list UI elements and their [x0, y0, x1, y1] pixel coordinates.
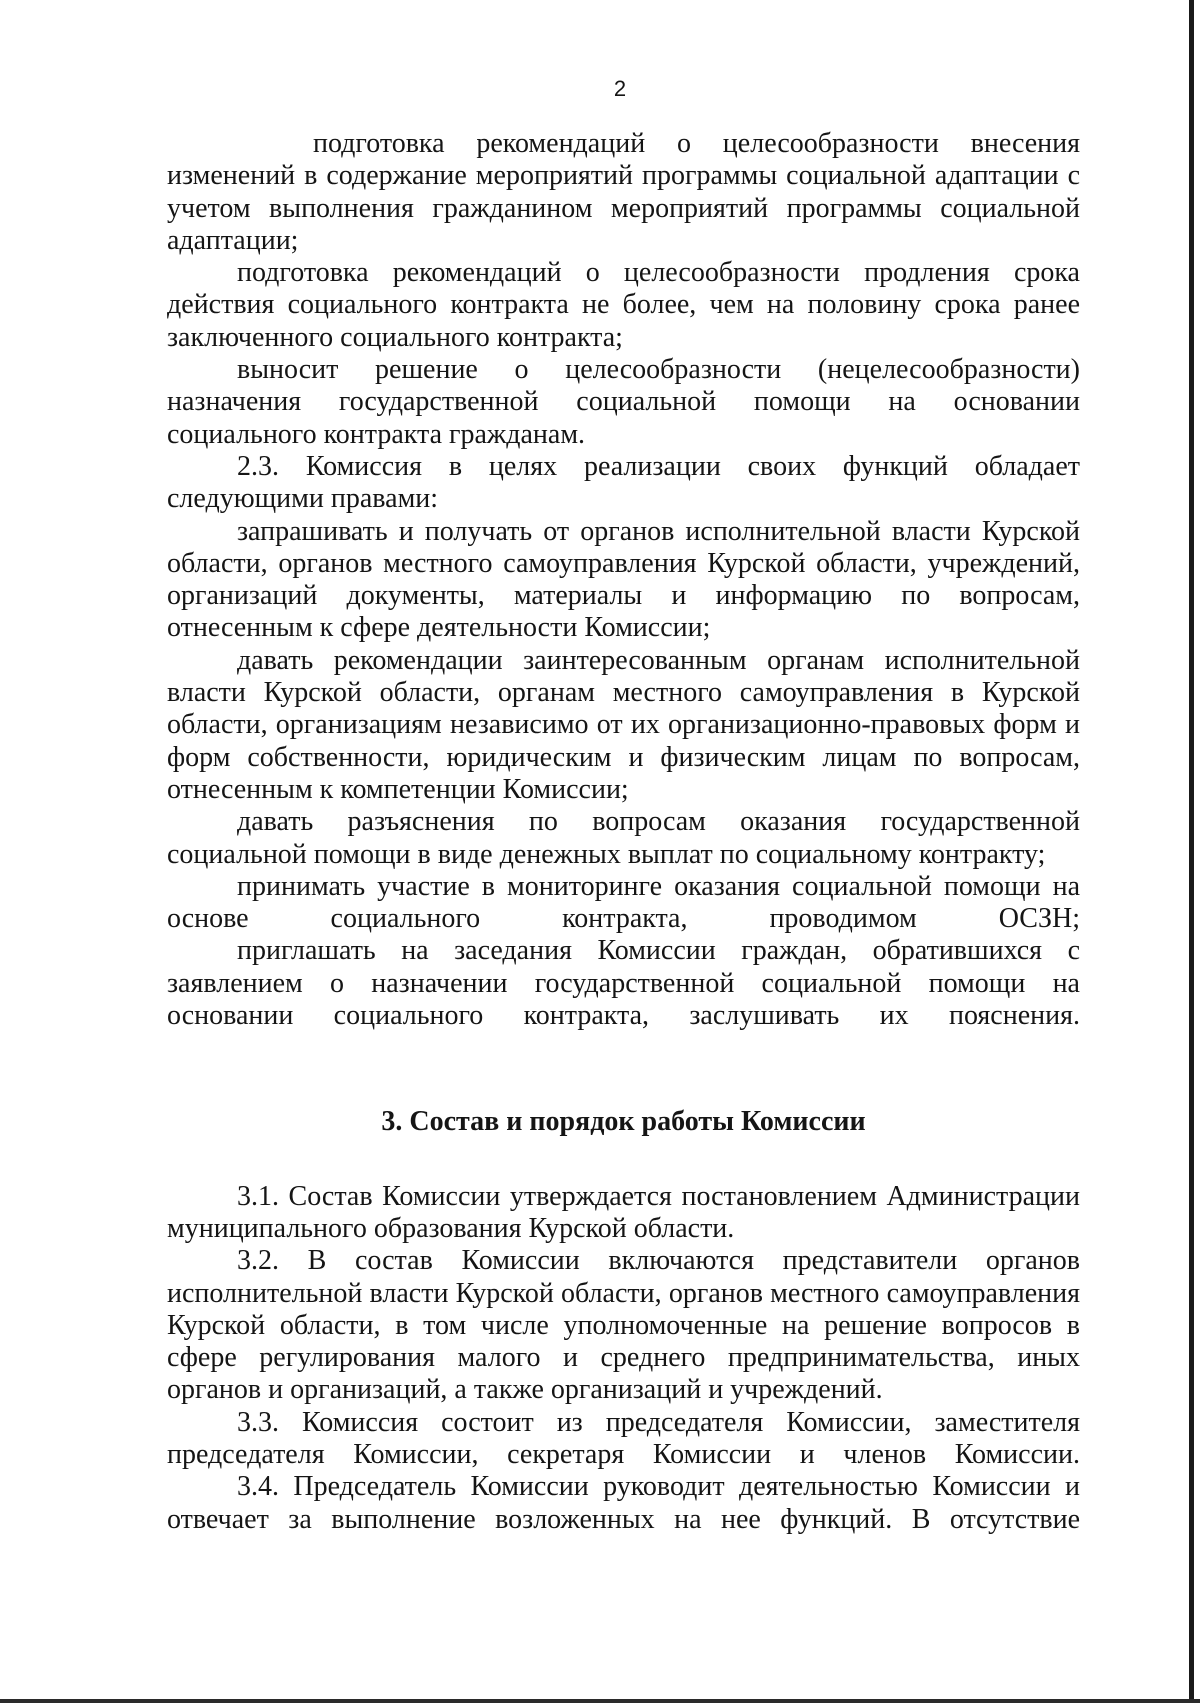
paragraph: подготовка рекомендаций о целесообразности внесения изменений в содержание мероприятий программы социальной адаптации с учетом выполнения гражданином мероприятий программы социальной адаптации; — [167, 128, 1080, 256]
paragraph: 3.1. Состав Комиссии утверждается постановлением Администрации муниципального образования Курской области. — [167, 1180, 1080, 1244]
section-title: 3. Состав и порядок работы Комиссии — [381, 1106, 866, 1138]
paragraph: 2.3. Комиссия в целях реализации своих функций обладает следующими правами: — [167, 450, 1080, 515]
paragraph: 3.4. Председатель Комиссии руководит деятельностью Комиссии и отвечает за выполнение возложенных на нее функций. В отсутствие — [167, 1471, 1080, 1535]
paragraph: давать рекомендации заинтересованным органам исполнительной власти Курской области, органам местного самоуправления в Курской области, организациям независимо от их организационно-правовых форм и форм собственности, юридическим и физическим лицам по вопросам, отнесенным к компетенции Комиссии; — [167, 644, 1080, 805]
paragraph: давать разъяснения по вопросам оказания государственной социальной помощи в виде денежных выплат по социальному контракту; — [167, 806, 1080, 870]
page-number: 2 — [613, 76, 627, 101]
paragraph: 3.2. В состав Комиссии включаются представители органов исполнительной власти Курской области, органов местного самоуправления Курской области, в том числе уполномоченные на решение вопросов в сфере регулирования малого и среднего предпринимательства, иных органов и организаций, а также организаций и учреждений. — [167, 1245, 1080, 1406]
paragraph: 3.3. Комиссия состоит из председателя Комиссии, заместителя председателя Комиссии, секретаря Комиссии и членов Комиссии. — [167, 1406, 1080, 1470]
paragraph: выносит решение о целесообразности (нецелесообразности) назначения государственной социальной помощи на основании социального контракта гражданам. — [167, 354, 1080, 450]
paragraph: принимать участие в мониторинге оказания социальной помощи на основе социального контракта, проводимом ОСЗН; — [167, 870, 1080, 935]
scan-edge-right — [1189, 0, 1194, 1703]
scan-edge-bottom — [0, 1699, 1200, 1703]
document-body — [167, 128, 1080, 1536]
paragraph: подготовка рекомендаций о целесообразности продления срока действия социального контракта не более, чем на половину срока ранее заключенного социального контракта; — [167, 257, 1080, 353]
paragraph: запрашивать и получать от органов исполнительной власти Курской области, органов местного самоуправления Курской области, учреждений, организаций документы, материалы и информацию по вопросам, отнесенным к сфере деятельности Комиссии; — [167, 515, 1080, 644]
paragraph: приглашать на заседания Комиссии граждан, обратившихся с заявлением о назначении государственной социальной помощи на основании социального контракта, заслушивать их пояснения. — [167, 935, 1080, 1032]
